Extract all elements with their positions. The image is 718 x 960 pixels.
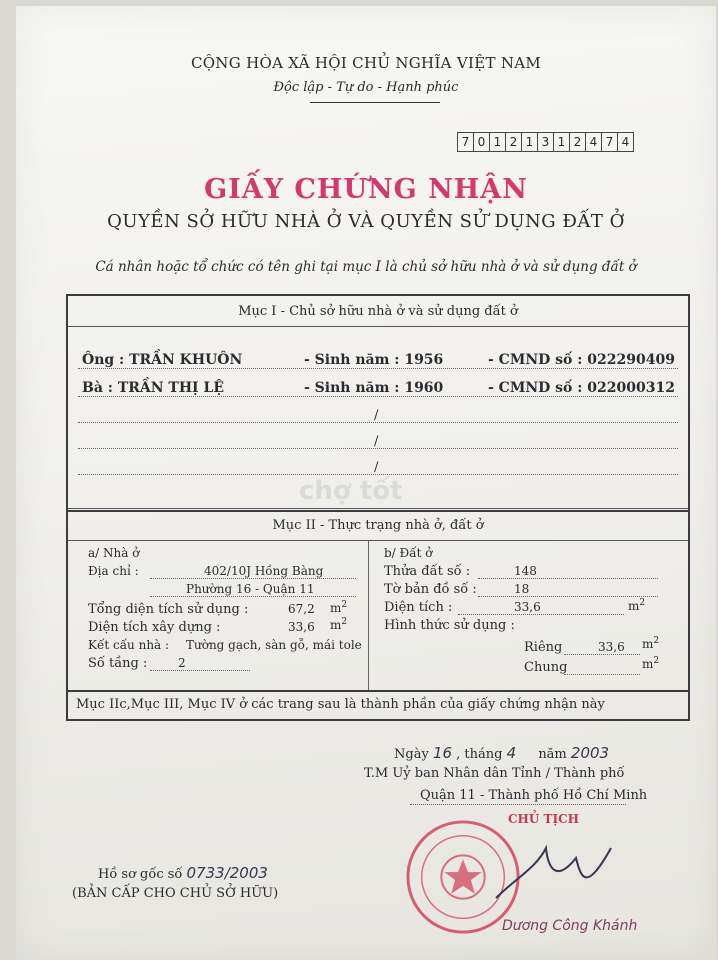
unit-sup: 2 <box>341 600 348 610</box>
serial-digit: 1 <box>489 132 506 152</box>
serial-digit: 1 <box>553 132 570 152</box>
id-label: - CMND số : <box>488 380 583 396</box>
divider <box>68 326 688 327</box>
structure-value: Tường gạch, sàn gỗ, mái tole <box>186 638 362 652</box>
slash-mark: / <box>374 408 379 423</box>
address-line-2: Phường 16 - Quận 11 <box>186 582 315 596</box>
serial-digit: 2 <box>569 132 586 152</box>
structure-label: Kết cấu nhà : <box>88 638 170 652</box>
map-value: 18 <box>514 582 530 596</box>
dotted-line <box>458 614 624 615</box>
id-number: 022000312 <box>587 380 675 396</box>
serial-digit: 4 <box>585 132 602 152</box>
signer-name: Dương Công Khánh <box>502 918 638 934</box>
land-area: 33,6 <box>514 600 541 614</box>
unit: m <box>642 657 654 671</box>
certificate-subtitle: QUYỀN SỞ HỮU NHÀ Ở VÀ QUYỀN SỬ DỤNG ĐẤT Ở <box>107 211 625 232</box>
built-area: 33,6 <box>288 620 315 634</box>
map-label: Tờ bản đồ số : <box>384 582 477 597</box>
intro-text: Cá nhân hoặc tổ chức có tên ghi tại mục I là chủ sở hữu nhà ở và sử dụng đất ở <box>95 259 637 275</box>
section-2-heading: Mục II - Thực trạng nhà ở, đất ở <box>272 518 484 533</box>
date-day-label: Ngày <box>394 747 429 762</box>
shared-label: Chung <box>524 660 568 675</box>
address-line-1: 402/10J Hồng Bàng <box>204 564 324 578</box>
serial-digit: 0 <box>473 132 490 152</box>
land-label: b/ Đất ở <box>384 546 433 560</box>
date-year-label: năm <box>538 747 567 762</box>
id-number: 022290409 <box>587 352 675 368</box>
built-area-unit <box>330 617 347 632</box>
footer-note: Mục IIc,Mục III, Mục IV ở các trang sau là thành phần của giấy chứng nhận này <box>76 697 605 712</box>
serial-digit: 7 <box>457 132 474 152</box>
dotted-line <box>150 578 356 579</box>
section-2-box <box>66 510 690 692</box>
serial-digit: 1 <box>521 132 538 152</box>
record-number: 0733/2003 <box>186 864 268 882</box>
slash-mark: / <box>374 434 379 449</box>
owner-row-2 <box>82 380 224 396</box>
column-divider <box>368 540 369 690</box>
copy-note: (BẢN CẤP CHO CHỦ SỞ HỮU) <box>72 886 279 901</box>
birth-label: - Sinh năm : <box>304 380 400 396</box>
owner-name: TRẦN THỊ LỆ <box>117 380 224 396</box>
motto: Độc lập - Tự do - Hạnh phúc <box>273 80 459 95</box>
dotted-line <box>78 448 678 449</box>
signature-strokes <box>486 838 616 908</box>
divider <box>68 508 688 509</box>
dotted-line <box>478 578 658 579</box>
section-1-heading: Mục I - Chủ sở hữu nhà ở và sử dụng đất ở <box>238 304 518 319</box>
birth-year: 1956 <box>404 352 444 368</box>
dotted-line <box>564 674 640 675</box>
unit: m <box>642 637 654 651</box>
owner-id-1 <box>488 352 675 368</box>
record-line <box>98 864 268 882</box>
serial-digit: 7 <box>601 132 618 152</box>
dotted-line <box>150 670 250 671</box>
unit: m <box>628 599 640 613</box>
private-label: Riêng <box>524 640 563 655</box>
owner-birth-1 <box>304 352 443 368</box>
unit: m <box>330 618 342 632</box>
slash-mark: / <box>374 460 379 475</box>
watermark: chợ tốt <box>299 476 403 506</box>
private-value: 33,6 <box>598 640 625 654</box>
birth-label: - Sinh năm : <box>304 352 400 368</box>
built-area-label: Diện tích xây dựng : <box>88 620 221 635</box>
dotted-line <box>78 368 678 369</box>
total-area: 67,2 <box>288 602 315 616</box>
dotted-line <box>410 804 626 805</box>
serial-digit: 3 <box>537 132 554 152</box>
authority-line-2: Quận 11 - Thành phố Hồ Chí Minh <box>420 788 648 803</box>
motto-underline <box>310 102 440 103</box>
shared-unit <box>642 656 659 671</box>
total-area-unit <box>330 600 347 615</box>
unit-sup: 2 <box>341 617 348 627</box>
plot-label: Thửa đất số : <box>384 564 471 579</box>
dotted-line <box>564 654 640 655</box>
floors-label: Số tầng : <box>88 656 148 671</box>
address-label: Địa chỉ : <box>88 564 139 578</box>
owner-name: TRẦN KHUÔN <box>129 352 243 368</box>
owner-birth-2 <box>304 380 443 396</box>
owner-title: Bà : <box>82 380 113 396</box>
date-month-label: , tháng <box>456 747 503 762</box>
serial-number <box>458 132 634 152</box>
plot-value: 148 <box>514 564 537 578</box>
record-label: Hồ sơ gốc số <box>98 867 183 882</box>
dotted-line <box>150 596 356 597</box>
dotted-line <box>78 422 678 423</box>
id-label: - CMND số : <box>488 352 583 368</box>
usage-label: Hình thức sử dụng : <box>384 618 515 633</box>
owner-row-1 <box>82 352 242 368</box>
house-label: a/ Nhà ở <box>88 546 140 560</box>
date-line <box>394 744 609 762</box>
serial-digit: 2 <box>505 132 522 152</box>
dotted-line <box>78 474 678 475</box>
authority-line-1: T.M Uỷ ban Nhân dân Tỉnh / Thành phố <box>364 766 625 781</box>
total-area-label: Tổng diện tích sử dụng : <box>88 602 249 617</box>
date-year: 2003 <box>570 744 610 762</box>
dotted-line <box>478 596 658 597</box>
dotted-line <box>78 396 678 397</box>
owner-id-2 <box>488 380 675 396</box>
certificate-title: GIẤY CHỨNG NHẬN <box>204 174 528 205</box>
floors-value: 2 <box>178 656 186 670</box>
unit: m <box>330 601 342 615</box>
owner-title: Ông : <box>82 352 125 368</box>
chair-title: CHỦ TỊCH <box>508 812 579 826</box>
birth-year: 1960 <box>404 380 444 396</box>
footer-note-box <box>66 690 690 721</box>
date-day: 16 <box>432 744 453 762</box>
unit-sup: 2 <box>653 636 660 646</box>
serial-digit: 4 <box>617 132 634 152</box>
land-area-label: Diện tích : <box>384 600 453 615</box>
private-unit <box>642 636 659 651</box>
certificate-page <box>16 6 716 960</box>
unit-sup: 2 <box>653 656 660 666</box>
land-area-unit <box>628 598 645 613</box>
divider <box>68 540 688 541</box>
nation-heading: CỘNG HÒA XÃ HỘI CHỦ NGHĨA VIỆT NAM <box>190 54 542 72</box>
date-month: 4 <box>506 744 517 762</box>
unit-sup: 2 <box>639 598 646 608</box>
